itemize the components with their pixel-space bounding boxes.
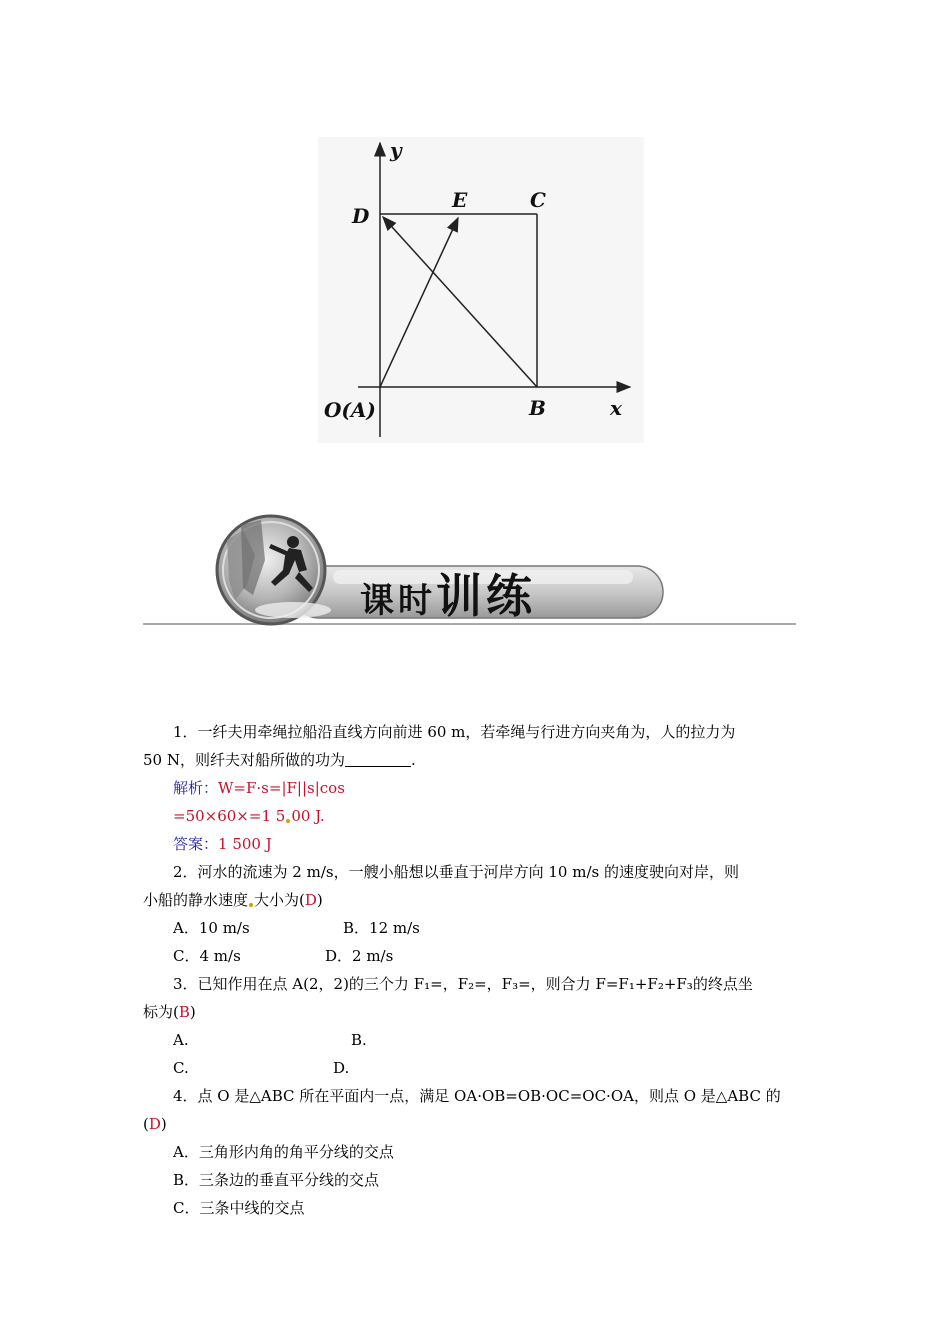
- q3-option-b: B.: [351, 1031, 367, 1049]
- dot-mark: [249, 903, 253, 907]
- q4-close: ): [160, 1115, 167, 1133]
- label-y: y: [390, 138, 402, 162]
- q2-option-a: A．10 m/s: [173, 919, 250, 937]
- q3-close: ): [189, 1003, 196, 1021]
- q2-option-d: D．2 m/s: [325, 947, 394, 965]
- banner-title-part1: 课时: [360, 581, 436, 621]
- label-c: C: [530, 188, 546, 212]
- q2-close: ): [316, 891, 323, 909]
- label-b: B: [529, 396, 546, 420]
- vector-ae: [380, 218, 458, 387]
- q2-options-row2: [143, 942, 808, 970]
- q2-stem-text2: 大小为(: [254, 891, 305, 909]
- q2-options-row1: [143, 914, 808, 942]
- banner-title: [360, 560, 536, 626]
- banner-title-part2: 训练: [436, 569, 536, 623]
- q1-stem-end: .: [410, 751, 416, 769]
- q1-stem-line2: [143, 746, 808, 774]
- q4-open: (: [143, 1115, 149, 1133]
- exercise-content: [143, 718, 808, 1222]
- q3-answer: B: [178, 1003, 190, 1021]
- q2-stem-line1: 2．河水的流速为 2 m/s，一艘小船想以垂直于河岸方向 10 m/s 的速度驶向对岸，则: [173, 863, 739, 881]
- q2-answer: D: [304, 891, 317, 909]
- q4-option-c: C．三条中线的交点: [173, 1199, 305, 1217]
- q4-stem-line1: 4．点 O 是△ABC 所在平面内一点，满足 OA·OB=OB·OC=OC·OA，则点 O 是△ABC 的: [173, 1087, 781, 1105]
- q1-solution-line2b: 00 J.: [291, 807, 325, 825]
- vector-bd: [383, 217, 537, 387]
- q3-stem-text: 标为(: [143, 1003, 179, 1021]
- q1-stem-text: 50 N，则纤夫对船所做的功为: [143, 751, 345, 769]
- dot-mark: [286, 819, 290, 823]
- q1-answer-label: 答案：: [173, 835, 219, 853]
- q1-solution-line2a: =50×60×=1 5: [173, 807, 286, 825]
- q2-option-b: B．12 m/s: [343, 919, 420, 937]
- q1-solution-formula: W=F·s=|F||s|cos: [218, 779, 345, 797]
- figure-svg: [318, 137, 644, 443]
- q3-option-d: D.: [333, 1059, 350, 1077]
- q2-stem-text1: 小船的静水速度: [143, 891, 249, 909]
- q3-stem-line1: 3．已知作用在点 A(2，2)的三个力 F₁=，F₂=，F₃=，则合力 F=F₁+F₂+F₃的终点坐: [173, 975, 753, 993]
- q3-options-row1: [143, 1026, 808, 1054]
- q1-answer: [143, 830, 808, 858]
- label-d: D: [352, 204, 370, 228]
- label-e: E: [452, 188, 468, 212]
- q1-solution: [143, 774, 808, 802]
- q4-answer: D: [148, 1115, 161, 1133]
- q3-option-a: A.: [173, 1031, 189, 1049]
- q3-options-row2: [143, 1054, 808, 1082]
- q4-option-a: A．三角形内角的角平分线的交点: [173, 1143, 394, 1161]
- label-x: x: [610, 396, 622, 420]
- q1-solution-label: 解析：: [173, 779, 219, 797]
- q2-option-c: C．4 m/s: [173, 947, 241, 965]
- q1-answer-value: 1 500 J: [218, 835, 272, 853]
- q4-stem-line2: [143, 1110, 808, 1138]
- q1-solution-line2: [143, 802, 808, 830]
- label-o: O(A): [324, 398, 376, 422]
- q1-stem-line1: 1．一纤夫用牵绳拉船沿直线方向前进 60 m，若牵绳与行进方向夹角为，人的拉力为: [173, 723, 736, 741]
- q3-option-c: C.: [173, 1059, 189, 1077]
- q2-stem-line2: [143, 886, 808, 914]
- q1-blank: [345, 752, 411, 767]
- q4-option-b: B．三条边的垂直平分线的交点: [173, 1171, 380, 1189]
- q3-stem-line2: [143, 998, 808, 1026]
- coordinate-figure: [318, 137, 644, 443]
